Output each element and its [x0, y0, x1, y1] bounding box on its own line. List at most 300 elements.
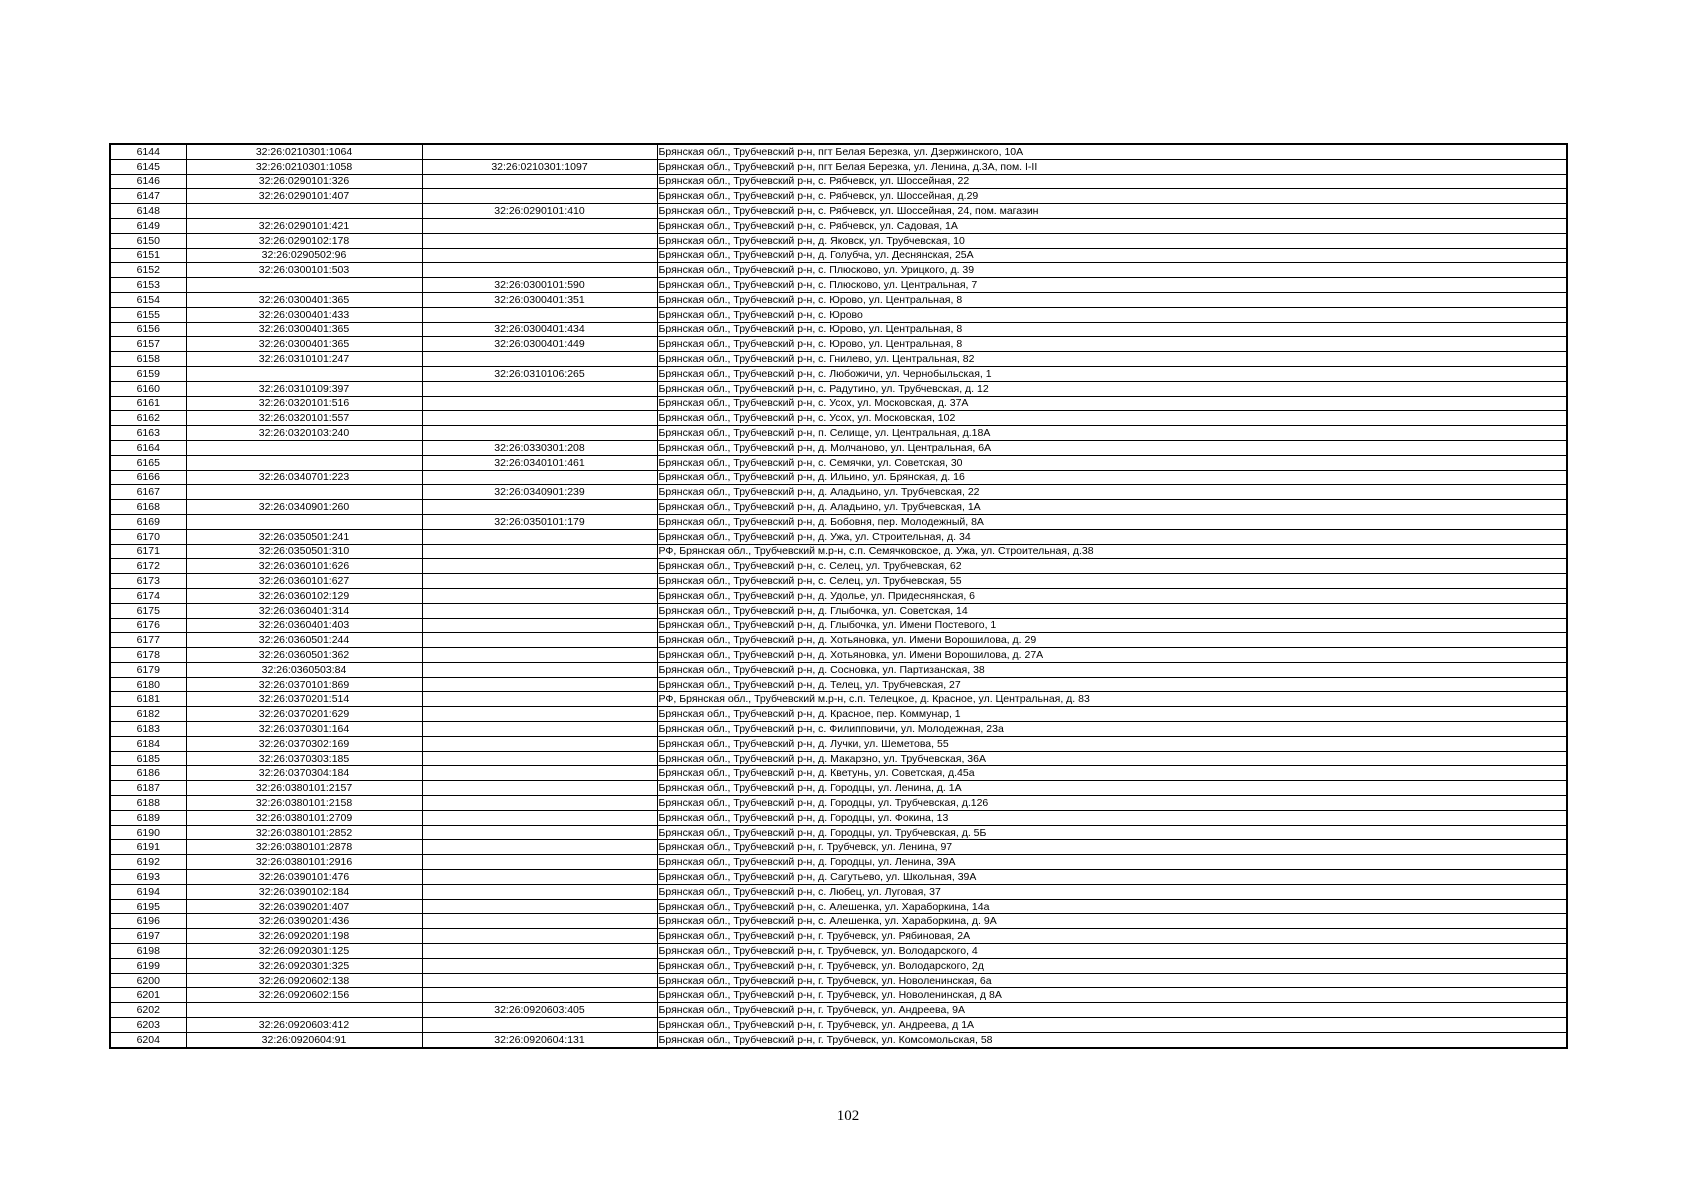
row-number-cell: 6182: [110, 707, 186, 722]
table-row: [110, 233, 1567, 248]
row-number-cell: 6183: [110, 722, 186, 737]
cadastral-number-cell: 32:26:0380101:2709: [186, 810, 422, 825]
table-body: [110, 144, 1567, 1048]
cadastral-number-cell: 32:26:0390102:184: [186, 884, 422, 899]
cadastral-number-cell: 32:26:0920604:91: [186, 1032, 422, 1047]
cadastral-number-cell: 32:26:0350501:310: [186, 544, 422, 559]
row-number-cell: 6197: [110, 929, 186, 944]
row-number-cell: 6191: [110, 840, 186, 855]
related-cadastral-number-cell: 32:26:0920603:405: [422, 1003, 657, 1018]
cadastral-number-cell: [186, 278, 422, 293]
table-row: [110, 1018, 1567, 1033]
table-row: [110, 958, 1567, 973]
related-cadastral-number-cell: 32:26:0350101:179: [422, 514, 657, 529]
table-row: [110, 470, 1567, 485]
cadastral-number-cell: [186, 455, 422, 470]
table-row: [110, 544, 1567, 559]
table-row: [110, 692, 1567, 707]
related-cadastral-number-cell: [422, 174, 657, 189]
related-cadastral-number-cell: [422, 618, 657, 633]
row-number-cell: 6146: [110, 174, 186, 189]
cadastral-number-cell: 32:26:0340901:260: [186, 500, 422, 515]
row-number-cell: 6198: [110, 944, 186, 959]
related-cadastral-number-cell: [422, 144, 657, 159]
related-cadastral-number-cell: 32:26:0290101:410: [422, 204, 657, 219]
address-cell: Брянская обл., Трубчевский р-н, с. Рябчевск, ул. Шоссейная, д.29: [657, 189, 1567, 204]
related-cadastral-number-cell: [422, 307, 657, 322]
table-row: [110, 396, 1567, 411]
address-cell: Брянская обл., Трубчевский р-н, д. Городцы, ул. Ленина, д. 1А: [657, 781, 1567, 796]
cadastral-number-cell: 32:26:0300401:433: [186, 307, 422, 322]
cadastral-number-cell: 32:26:0370303:185: [186, 751, 422, 766]
address-cell: РФ, Брянская обл., Трубчевский м.р-н, с.п. Семячковское, д. Ужа, ул. Строительная, д.38: [657, 544, 1567, 559]
related-cadastral-number-cell: [422, 766, 657, 781]
address-cell: Брянская обл., Трубчевский р-н, с. Плюсково, ул. Центральная, 7: [657, 278, 1567, 293]
row-number-cell: 6159: [110, 366, 186, 381]
table-row: [110, 988, 1567, 1003]
cadastral-number-cell: 32:26:0380101:2157: [186, 781, 422, 796]
cadastral-number-cell: 32:26:0290101:421: [186, 218, 422, 233]
cadastral-number-cell: 32:26:0920602:156: [186, 988, 422, 1003]
table-row: [110, 633, 1567, 648]
cadastral-number-cell: 32:26:0290502:96: [186, 248, 422, 263]
address-cell: Брянская обл., Трубчевский р-н, г. Трубчевск, ул. Володарского, 4: [657, 944, 1567, 959]
cadastral-number-cell: [186, 440, 422, 455]
table-row: [110, 736, 1567, 751]
row-number-cell: 6175: [110, 603, 186, 618]
table-row: [110, 588, 1567, 603]
related-cadastral-number-cell: 32:26:0340901:239: [422, 485, 657, 500]
table-row: [110, 352, 1567, 367]
related-cadastral-number-cell: [422, 233, 657, 248]
row-number-cell: 6186: [110, 766, 186, 781]
table-row: [110, 884, 1567, 899]
cadastral-number-cell: [186, 366, 422, 381]
table-row: [110, 366, 1567, 381]
cadastral-number-cell: 32:26:0320101:557: [186, 411, 422, 426]
related-cadastral-number-cell: [422, 588, 657, 603]
related-cadastral-number-cell: [422, 218, 657, 233]
related-cadastral-number-cell: 32:26:0210301:1097: [422, 159, 657, 174]
address-cell: Брянская обл., Трубчевский р-н, с. Усох, ул. Московская, 102: [657, 411, 1567, 426]
row-number-cell: 6174: [110, 588, 186, 603]
cadastral-number-cell: 32:26:0370201:514: [186, 692, 422, 707]
table-row: [110, 603, 1567, 618]
row-number-cell: 6199: [110, 958, 186, 973]
address-cell: Брянская обл., Трубчевский р-н, д. Городцы, ул. Трубчевская, д. 5Б: [657, 825, 1567, 840]
address-cell: Брянская обл., Трубчевский р-н, д. Удолье, ул. Придеснянская, 6: [657, 588, 1567, 603]
row-number-cell: 6166: [110, 470, 186, 485]
address-cell: Брянская обл., Трубчевский р-н, г. Трубчевск, ул. Новоленинская, 6а: [657, 973, 1567, 988]
address-cell: Брянская обл., Трубчевский р-н, д. Сагутьево, ул. Школьная, 39А: [657, 870, 1567, 885]
cadastral-number-cell: 32:26:0290101:326: [186, 174, 422, 189]
related-cadastral-number-cell: 32:26:0920604:131: [422, 1032, 657, 1047]
address-cell: Брянская обл., Трубчевский р-н, с. Селец, ул. Трубчевская, 62: [657, 559, 1567, 574]
row-number-cell: 6153: [110, 278, 186, 293]
row-number-cell: 6195: [110, 899, 186, 914]
table-row: [110, 914, 1567, 929]
row-number-cell: 6204: [110, 1032, 186, 1047]
table-row: [110, 218, 1567, 233]
row-number-cell: 6196: [110, 914, 186, 929]
cadastral-number-cell: 32:26:0300401:365: [186, 337, 422, 352]
cadastral-number-cell: 32:26:0920602:138: [186, 973, 422, 988]
table-row: [110, 751, 1567, 766]
table-row: [110, 144, 1567, 159]
related-cadastral-number-cell: [422, 810, 657, 825]
related-cadastral-number-cell: [422, 544, 657, 559]
table-row: [110, 559, 1567, 574]
address-cell: Брянская обл., Трубчевский р-н, с. Алешенка, ул. Хараборкина, д. 9А: [657, 914, 1567, 929]
related-cadastral-number-cell: [422, 870, 657, 885]
row-number-cell: 6180: [110, 677, 186, 692]
row-number-cell: 6164: [110, 440, 186, 455]
related-cadastral-number-cell: [422, 559, 657, 574]
address-cell: Брянская обл., Трубчевский р-н, с. Радутино, ул. Трубчевская, д. 12: [657, 381, 1567, 396]
related-cadastral-number-cell: [422, 396, 657, 411]
address-cell: Брянская обл., Трубчевский р-н, д. Голубча, ул. Деснянская, 25А: [657, 248, 1567, 263]
related-cadastral-number-cell: [422, 722, 657, 737]
address-cell: Брянская обл., Трубчевский р-н, д. Аладьино, ул. Трубчевская, 22: [657, 485, 1567, 500]
address-cell: Брянская обл., Трубчевский р-н, г. Трубчевск, ул. Комсомольская, 58: [657, 1032, 1567, 1047]
related-cadastral-number-cell: 32:26:0300401:351: [422, 292, 657, 307]
row-number-cell: 6162: [110, 411, 186, 426]
related-cadastral-number-cell: [422, 944, 657, 959]
address-cell: Брянская обл., Трубчевский р-н, с. Юрово, ул. Центральная, 8: [657, 292, 1567, 307]
cadastral-number-cell: [186, 204, 422, 219]
address-cell: Брянская обл., Трубчевский р-н, д. Ужа, ул. Строительная, д. 34: [657, 529, 1567, 544]
cadastral-number-cell: 32:26:0300401:365: [186, 322, 422, 337]
address-cell: Брянская обл., Трубчевский р-н, д. Макарзно, ул. Трубчевская, 36А: [657, 751, 1567, 766]
cadastral-number-cell: 32:26:0310101:247: [186, 352, 422, 367]
row-number-cell: 6152: [110, 263, 186, 278]
row-number-cell: 6181: [110, 692, 186, 707]
related-cadastral-number-cell: [422, 352, 657, 367]
address-cell: Брянская обл., Трубчевский р-н, г. Трубчевск, ул. Рябиновая, 2А: [657, 929, 1567, 944]
row-number-cell: 6193: [110, 870, 186, 885]
row-number-cell: 6158: [110, 352, 186, 367]
address-cell: Брянская обл., Трубчевский р-н, д. Лучки, ул. Шеметова, 55: [657, 736, 1567, 751]
cadastral-number-cell: 32:26:0380101:2158: [186, 796, 422, 811]
row-number-cell: 6173: [110, 574, 186, 589]
row-number-cell: 6147: [110, 189, 186, 204]
table-row: [110, 278, 1567, 293]
cadastral-number-cell: 32:26:0920301:125: [186, 944, 422, 959]
row-number-cell: 6155: [110, 307, 186, 322]
table-row: [110, 174, 1567, 189]
row-number-cell: 6144: [110, 144, 186, 159]
cadastral-number-cell: 32:26:0360101:626: [186, 559, 422, 574]
table-row: [110, 500, 1567, 515]
related-cadastral-number-cell: [422, 426, 657, 441]
row-number-cell: 6168: [110, 500, 186, 515]
related-cadastral-number-cell: 32:26:0340101:461: [422, 455, 657, 470]
cadastral-number-cell: 32:26:0370302:169: [186, 736, 422, 751]
cadastral-number-cell: 32:26:0320101:516: [186, 396, 422, 411]
cadastral-number-cell: 32:26:0300401:365: [186, 292, 422, 307]
related-cadastral-number-cell: [422, 855, 657, 870]
table-row: [110, 529, 1567, 544]
address-cell: Брянская обл., Трубчевский р-н, д. Телец, ул. Трубчевская, 27: [657, 677, 1567, 692]
address-cell: Брянская обл., Трубчевский р-н, г. Трубчевск, ул. Володарского, 2д: [657, 958, 1567, 973]
table-row: [110, 322, 1567, 337]
table-row: [110, 248, 1567, 263]
related-cadastral-number-cell: 32:26:0300101:590: [422, 278, 657, 293]
cadastral-number-cell: [186, 514, 422, 529]
row-number-cell: 6194: [110, 884, 186, 899]
cadastral-number-cell: 32:26:0920301:325: [186, 958, 422, 973]
table-row: [110, 455, 1567, 470]
table-row: [110, 337, 1567, 352]
address-cell: Брянская обл., Трубчевский р-н, д. Бобовня, пер. Молодежный, 8А: [657, 514, 1567, 529]
table-row: [110, 825, 1567, 840]
table-row: [110, 381, 1567, 396]
cadastral-number-cell: 32:26:0380101:2916: [186, 855, 422, 870]
row-number-cell: 6187: [110, 781, 186, 796]
related-cadastral-number-cell: [422, 736, 657, 751]
table-row: [110, 796, 1567, 811]
related-cadastral-number-cell: [422, 529, 657, 544]
related-cadastral-number-cell: 32:26:0330301:208: [422, 440, 657, 455]
row-number-cell: 6157: [110, 337, 186, 352]
address-cell: Брянская обл., Трубчевский р-н, пгт Белая Березка, ул. Дзержинского, 10А: [657, 144, 1567, 159]
row-number-cell: 6149: [110, 218, 186, 233]
cadastral-number-cell: 32:26:0920603:412: [186, 1018, 422, 1033]
row-number-cell: 6185: [110, 751, 186, 766]
address-cell: Брянская обл., Трубчевский р-н, д. Хотьяновка, ул. Имени Ворошилова, д. 29: [657, 633, 1567, 648]
row-number-cell: 6169: [110, 514, 186, 529]
address-cell: Брянская обл., Трубчевский р-н, д. Красное, пер. Коммунар, 1: [657, 707, 1567, 722]
row-number-cell: 6189: [110, 810, 186, 825]
table-row: [110, 781, 1567, 796]
row-number-cell: 6150: [110, 233, 186, 248]
cadastral-number-cell: 32:26:0320103:240: [186, 426, 422, 441]
row-number-cell: 6177: [110, 633, 186, 648]
cadastral-number-cell: 32:26:0360503:84: [186, 662, 422, 677]
table-row: [110, 618, 1567, 633]
related-cadastral-number-cell: [422, 973, 657, 988]
row-number-cell: 6201: [110, 988, 186, 1003]
row-number-cell: 6151: [110, 248, 186, 263]
cadastral-number-cell: 32:26:0210301:1058: [186, 159, 422, 174]
address-cell: Брянская обл., Трубчевский р-н, г. Трубчевск, ул. Андреева, 9А: [657, 1003, 1567, 1018]
address-cell: Брянская обл., Трубчевский р-н, с. Гнилево, ул. Центральная, 82: [657, 352, 1567, 367]
table-row: [110, 766, 1567, 781]
table-row: [110, 1003, 1567, 1018]
row-number-cell: 6167: [110, 485, 186, 500]
address-cell: Брянская обл., Трубчевский р-н, с. Рябчевск, ул. Шоссейная, 24, пом. магазин: [657, 204, 1567, 219]
address-cell: Брянская обл., Трубчевский р-н, с. Любец, ул. Луговая, 37: [657, 884, 1567, 899]
address-cell: Брянская обл., Трубчевский р-н, с. Филипповичи, ул. Молодежная, 23а: [657, 722, 1567, 737]
address-cell: Брянская обл., Трубчевский р-н, с. Плюсково, ул. Урицкого, д. 39: [657, 263, 1567, 278]
row-number-cell: 6176: [110, 618, 186, 633]
page-number: 102: [836, 1108, 860, 1124]
table-row: [110, 440, 1567, 455]
table-row: [110, 159, 1567, 174]
row-number-cell: 6148: [110, 204, 186, 219]
row-number-cell: 6190: [110, 825, 186, 840]
row-number-cell: 6184: [110, 736, 186, 751]
row-number-cell: 6203: [110, 1018, 186, 1033]
cadastral-number-cell: [186, 485, 422, 500]
address-cell: Брянская обл., Трубчевский р-н, д. Городцы, ул. Трубчевская, д.126: [657, 796, 1567, 811]
cadastral-number-cell: 32:26:0390101:476: [186, 870, 422, 885]
address-cell: Брянская обл., Трубчевский р-н, с. Любожичи, ул. Чернобыльская, 1: [657, 366, 1567, 381]
cadastral-number-cell: 32:26:0370101:869: [186, 677, 422, 692]
address-cell: Брянская обл., Трубчевский р-н, с. Рябчевск, ул. Шоссейная, 22: [657, 174, 1567, 189]
related-cadastral-number-cell: [422, 707, 657, 722]
address-cell: Брянская обл., Трубчевский р-н, с. Алешенка, ул. Хараборкина, 14а: [657, 899, 1567, 914]
table-row: [110, 514, 1567, 529]
address-cell: Брянская обл., Трубчевский р-н, д. Ильино, ул. Брянская, д. 16: [657, 470, 1567, 485]
related-cadastral-number-cell: [422, 603, 657, 618]
table-row: [110, 944, 1567, 959]
table-row: [110, 574, 1567, 589]
row-number-cell: 6170: [110, 529, 186, 544]
cadastral-number-cell: 32:26:0310109:397: [186, 381, 422, 396]
cadastral-number-cell: 32:26:0290102:178: [186, 233, 422, 248]
related-cadastral-number-cell: [422, 929, 657, 944]
table-row: [110, 855, 1567, 870]
cadastral-number-cell: 32:26:0360102:129: [186, 588, 422, 603]
address-cell: Брянская обл., Трубчевский р-н, д. Городцы, ул. Фокина, 13: [657, 810, 1567, 825]
row-number-cell: 6163: [110, 426, 186, 441]
address-cell: Брянская обл., Трубчевский р-н, д. Молчаново, ул. Центральная, 6А: [657, 440, 1567, 455]
address-cell: Брянская обл., Трубчевский р-н, г. Трубчевск, ул. Андреева, д 1А: [657, 1018, 1567, 1033]
row-number-cell: 6161: [110, 396, 186, 411]
related-cadastral-number-cell: [422, 692, 657, 707]
row-number-cell: 6178: [110, 648, 186, 663]
table-row: [110, 722, 1567, 737]
address-cell: Брянская обл., Трубчевский р-н, д. Аладьино, ул. Трубчевская, 1А: [657, 500, 1567, 515]
related-cadastral-number-cell: [422, 899, 657, 914]
address-cell: Брянская обл., Трубчевский р-н, п. Селище, ул. Центральная, д.18А: [657, 426, 1567, 441]
related-cadastral-number-cell: [422, 381, 657, 396]
related-cadastral-number-cell: [422, 825, 657, 840]
cadastral-number-cell: 32:26:0370304:184: [186, 766, 422, 781]
row-number-cell: 6202: [110, 1003, 186, 1018]
table-row: [110, 485, 1567, 500]
related-cadastral-number-cell: 32:26:0310106:265: [422, 366, 657, 381]
cadastral-number-cell: 32:26:0370301:164: [186, 722, 422, 737]
table-row: [110, 307, 1567, 322]
table-row: [110, 707, 1567, 722]
related-cadastral-number-cell: [422, 648, 657, 663]
address-cell: Брянская обл., Трубчевский р-н, г. Трубчевск, ул. Новоленинская, д 8А: [657, 988, 1567, 1003]
table-row: [110, 292, 1567, 307]
address-cell: РФ, Брянская обл., Трубчевский м.р-н, с.п. Телецкое, д. Красное, ул. Центральная, д. 83: [657, 692, 1567, 707]
cadastral-number-cell: 32:26:0920201:198: [186, 929, 422, 944]
address-cell: Брянская обл., Трубчевский р-н, д. Глыбочка, ул. Советская, 14: [657, 603, 1567, 618]
table-row: [110, 662, 1567, 677]
address-cell: Брянская обл., Трубчевский р-н, с. Усох, ул. Московская, д. 37А: [657, 396, 1567, 411]
related-cadastral-number-cell: [422, 662, 657, 677]
register-table: [109, 143, 1568, 1049]
address-cell: Брянская обл., Трубчевский р-н, с. Селец, ул. Трубчевская, 55: [657, 574, 1567, 589]
address-cell: Брянская обл., Трубчевский р-н, д. Кветунь, ул. Советская, д.45а: [657, 766, 1567, 781]
related-cadastral-number-cell: [422, 263, 657, 278]
cadastral-number-cell: [186, 1003, 422, 1018]
table-row: [110, 411, 1567, 426]
table-row: [110, 870, 1567, 885]
cadastral-number-cell: 32:26:0390201:407: [186, 899, 422, 914]
table-row: [110, 204, 1567, 219]
cadastral-number-cell: 32:26:0300101:503: [186, 263, 422, 278]
address-cell: Брянская обл., Трубчевский р-н, с. Юрово: [657, 307, 1567, 322]
related-cadastral-number-cell: [422, 633, 657, 648]
row-number-cell: 6171: [110, 544, 186, 559]
row-number-cell: 6160: [110, 381, 186, 396]
address-cell: Брянская обл., Трубчевский р-н, пгт Белая Березка, ул. Ленина, д.3А, пом. I-II: [657, 159, 1567, 174]
row-number-cell: 6154: [110, 292, 186, 307]
related-cadastral-number-cell: [422, 500, 657, 515]
cadastral-number-cell: 32:26:0350501:241: [186, 529, 422, 544]
table-row: [110, 648, 1567, 663]
address-cell: Брянская обл., Трубчевский р-н, г. Трубчевск, ул. Ленина, 97: [657, 840, 1567, 855]
table-row: [110, 677, 1567, 692]
address-cell: Брянская обл., Трубчевский р-н, д. Яковск, ул. Трубчевская, 10: [657, 233, 1567, 248]
related-cadastral-number-cell: 32:26:0300401:449: [422, 337, 657, 352]
related-cadastral-number-cell: [422, 884, 657, 899]
cadastral-number-cell: 32:26:0360401:314: [186, 603, 422, 618]
related-cadastral-number-cell: [422, 914, 657, 929]
cadastral-number-cell: 32:26:0340701:223: [186, 470, 422, 485]
table-row: [110, 973, 1567, 988]
related-cadastral-number-cell: [422, 574, 657, 589]
address-cell: Брянская обл., Трубчевский р-н, д. Сосновка, ул. Партизанская, 38: [657, 662, 1567, 677]
row-number-cell: 6200: [110, 973, 186, 988]
cadastral-number-cell: 32:26:0380101:2878: [186, 840, 422, 855]
cadastral-number-cell: 32:26:0290101:407: [186, 189, 422, 204]
address-cell: Брянская обл., Трубчевский р-н, с. Юрово, ул. Центральная, 8: [657, 322, 1567, 337]
row-number-cell: 6156: [110, 322, 186, 337]
row-number-cell: 6145: [110, 159, 186, 174]
table-row: [110, 810, 1567, 825]
cadastral-number-cell: 32:26:0380101:2852: [186, 825, 422, 840]
cadastral-number-cell: 32:26:0390201:436: [186, 914, 422, 929]
related-cadastral-number-cell: [422, 189, 657, 204]
related-cadastral-number-cell: [422, 781, 657, 796]
row-number-cell: 6179: [110, 662, 186, 677]
row-number-cell: 6165: [110, 455, 186, 470]
address-cell: Брянская обл., Трубчевский р-н, д. Глыбочка, ул. Имени Постевого, 1: [657, 618, 1567, 633]
address-cell: Брянская обл., Трубчевский р-н, д. Хотьяновка, ул. Имени Ворошилова, д. 27А: [657, 648, 1567, 663]
cadastral-number-cell: 32:26:0210301:1064: [186, 144, 422, 159]
table-row: [110, 840, 1567, 855]
related-cadastral-number-cell: [422, 958, 657, 973]
table-row: [110, 929, 1567, 944]
table-row: [110, 1032, 1567, 1047]
address-cell: Брянская обл., Трубчевский р-н, д. Городцы, ул. Ленина, 39А: [657, 855, 1567, 870]
cadastral-number-cell: 32:26:0360501:362: [186, 648, 422, 663]
row-number-cell: 6192: [110, 855, 186, 870]
address-cell: Брянская обл., Трубчевский р-н, с. Семячки, ул. Советская, 30: [657, 455, 1567, 470]
related-cadastral-number-cell: [422, 840, 657, 855]
table-row: [110, 189, 1567, 204]
cadastral-number-cell: 32:26:0360401:403: [186, 618, 422, 633]
related-cadastral-number-cell: [422, 248, 657, 263]
address-cell: Брянская обл., Трубчевский р-н, с. Рябчевск, ул. Садовая, 1А: [657, 218, 1567, 233]
row-number-cell: 6172: [110, 559, 186, 574]
cadastral-number-cell: 32:26:0360101:627: [186, 574, 422, 589]
related-cadastral-number-cell: [422, 796, 657, 811]
cadastral-number-cell: 32:26:0360501:244: [186, 633, 422, 648]
related-cadastral-number-cell: [422, 677, 657, 692]
address-cell: Брянская обл., Трубчевский р-н, с. Юрово, ул. Центральная, 8: [657, 337, 1567, 352]
related-cadastral-number-cell: [422, 988, 657, 1003]
related-cadastral-number-cell: 32:26:0300401:434: [422, 322, 657, 337]
related-cadastral-number-cell: [422, 411, 657, 426]
